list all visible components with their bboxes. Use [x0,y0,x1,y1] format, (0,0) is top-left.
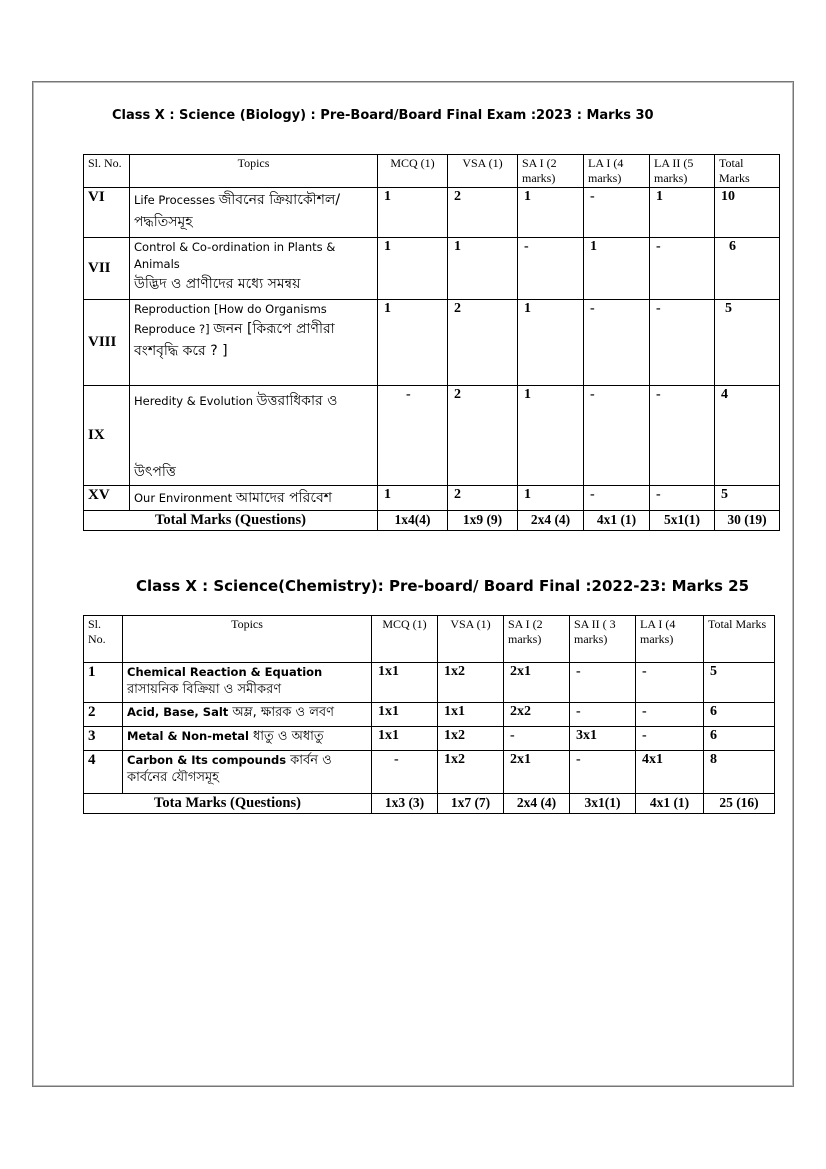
totals-la1: 4x1 (1) [584,511,650,531]
row-la1: - [584,188,650,238]
header-la2: LA II (5 marks) [650,155,715,188]
topic-english: Reproduction [How do Organisms Reproduce ?] [134,302,327,336]
totals-sa1: 2x4 (4) [504,794,570,814]
row-la2: - [650,386,715,486]
row-la1: - [636,703,704,727]
row-mcq: - [372,751,438,794]
header-la1: LA I (4 marks) [584,155,650,188]
row-sa1: 1 [518,486,584,511]
row-vsa: 2 [448,300,518,386]
header-mcq: MCQ (1) [372,616,438,663]
topic-bengali: কার্বন ও কার্বনের যৌগসমূহ [127,753,332,785]
row-topic [130,300,378,386]
header-vsa: VSA (1) [448,155,518,188]
row-vsa: 2 [448,486,518,511]
row-sa1: 1 [518,386,584,486]
totals-total: 25 (16) [704,794,775,814]
totals-mcq: 1x3 (3) [372,794,438,814]
row-sl: VIII [84,300,130,386]
row-total: 5 [715,486,780,511]
table-header-row [84,155,780,188]
totals-row [84,511,780,531]
row-total: 5 [715,300,780,386]
row-sa2: 3x1 [570,727,636,751]
header-la1: LA I (4 marks) [636,616,704,663]
biology-title: Class X : Science (Biology) : Pre-Board/Board Final Exam :2023 : Marks 30 [112,108,654,123]
topic-english: Carbon & Its compounds [127,753,287,767]
row-mcq: 1 [378,300,448,386]
row-topic [123,703,372,727]
row-sl: 2 [84,703,123,727]
table-row [84,663,775,703]
totals-la2: 5x1(1) [650,511,715,531]
table-row [84,703,775,727]
totals-la1: 4x1 (1) [636,794,704,814]
row-sl: 3 [84,727,123,751]
header-total: Total Marks [715,155,780,188]
header-sa1: SA I (2 marks) [504,616,570,663]
row-mcq: 1 [378,486,448,511]
chemistry-title: Class X : Science(Chemistry): Pre-board/ Board Final :2022-23: Marks 25 [136,577,750,595]
totals-label: Total Marks (Questions) [84,511,378,531]
totals-vsa: 1x7 (7) [438,794,504,814]
row-topic [123,663,372,703]
row-la1: - [584,300,650,386]
topic-english: Chemical Reaction & Equation [127,665,323,679]
row-total: 5 [704,663,775,703]
topic-bengali: উত্তরাধিকার ও [256,393,338,409]
totals-sa1: 2x4 (4) [518,511,584,531]
row-la2: 1 [650,188,715,238]
header-vsa: VSA (1) [438,616,504,663]
table-header-row [84,616,775,663]
row-la1: 4x1 [636,751,704,794]
row-topic [130,188,378,238]
row-la1: - [636,663,704,703]
row-vsa: 2 [448,386,518,486]
header-total: Total Marks [704,616,775,663]
row-la1: - [584,486,650,511]
totals-sa2: 3x1(1) [570,794,636,814]
row-sa1: 2x1 [504,663,570,703]
totals-row [84,794,775,814]
row-la2: - [650,486,715,511]
row-topic [123,751,372,794]
table-row [84,238,780,300]
topic-bengali: ধাতু ও অধাতু [252,729,324,744]
row-vsa: 2 [448,188,518,238]
row-sl: XV [84,486,130,511]
table-row [84,188,780,238]
header-sa2: SA II ( 3 marks) [570,616,636,663]
topic-bengali-continued: উৎপত্তি [134,464,176,480]
topic-english: Control & Co-ordination in Plants & Animals [134,240,336,271]
row-mcq: 1 [378,238,448,300]
row-vsa: 1 [448,238,518,300]
header-sl: Sl. No. [84,616,123,663]
row-sa1: - [504,727,570,751]
row-sa1: 1 [518,188,584,238]
row-total: 6 [704,727,775,751]
row-sa1: 2x2 [504,703,570,727]
row-total: 6 [704,703,775,727]
table-row [84,386,780,486]
table-row [84,486,780,511]
row-sl: IX [84,386,130,486]
row-mcq: 1x1 [372,703,438,727]
row-sl: VII [84,238,130,300]
row-sa1: 2x1 [504,751,570,794]
totals-vsa: 1x9 (9) [448,511,518,531]
row-mcq: 1 [378,188,448,238]
row-la2: - [650,300,715,386]
row-total: 10 [715,188,780,238]
row-sa2: - [570,663,636,703]
header-mcq: MCQ (1) [378,155,448,188]
totals-mcq: 1x4(4) [378,511,448,531]
topic-bengali: আমাদের পরিবেশ [235,490,333,506]
chemistry-marks-table [83,615,775,814]
row-total: 6 [715,238,780,300]
topic-bengali: জনন [কিরূপে প্রাণীরা বংশবৃদ্ধি করে ? ] [134,321,335,359]
row-topic [130,386,378,486]
row-mcq: 1x1 [372,727,438,751]
table-row [84,727,775,751]
row-sl: VI [84,188,130,238]
row-total: 8 [704,751,775,794]
table-row [84,751,775,794]
row-total: 4 [715,386,780,486]
row-vsa: 1x2 [438,751,504,794]
topic-bengali: অম্ল, ক্ষারক ও লবণ [232,705,334,720]
header-topics: Topics [130,155,378,188]
row-la1: - [584,386,650,486]
totals-label: Tota Marks (Questions) [84,794,372,814]
topic-english: Heredity & Evolution [134,394,253,408]
row-topic [130,486,378,511]
topic-english: Our Environment [134,491,233,505]
row-sa1: - [518,238,584,300]
row-la1: 1 [584,238,650,300]
row-la1: - [636,727,704,751]
topic-bengali: জীবনের ক্রিয়াকৌশল/পদ্ধতিসমূহ [134,192,341,230]
header-sa1: SA I (2 marks) [518,155,584,188]
row-mcq: - [378,386,448,486]
row-vsa: 1x1 [438,703,504,727]
row-la2: - [650,238,715,300]
row-vsa: 1x2 [438,727,504,751]
biology-marks-table [83,154,780,531]
row-topic [123,727,372,751]
row-sa2: - [570,751,636,794]
topic-english: Metal & Non-metal [127,729,249,743]
row-sl: 1 [84,663,123,703]
row-sa1: 1 [518,300,584,386]
topic-bengali: উদ্ভিদ ও প্রাণীদের মধ্যে সমন্বয় [134,276,301,292]
topic-bengali: রাসায়নিক বিক্রিয়া ও সমীকরণ [127,682,282,697]
table-row [84,300,780,386]
row-sa2: - [570,703,636,727]
topic-english: Life Processes [134,193,216,207]
row-vsa: 1x2 [438,663,504,703]
row-sl: 4 [84,751,123,794]
row-mcq: 1x1 [372,663,438,703]
header-topics: Topics [123,616,372,663]
totals-total: 30 (19) [715,511,780,531]
row-topic [130,238,378,300]
header-sl: Sl. No. [84,155,130,188]
topic-english: Acid, Base, Salt [127,705,229,719]
